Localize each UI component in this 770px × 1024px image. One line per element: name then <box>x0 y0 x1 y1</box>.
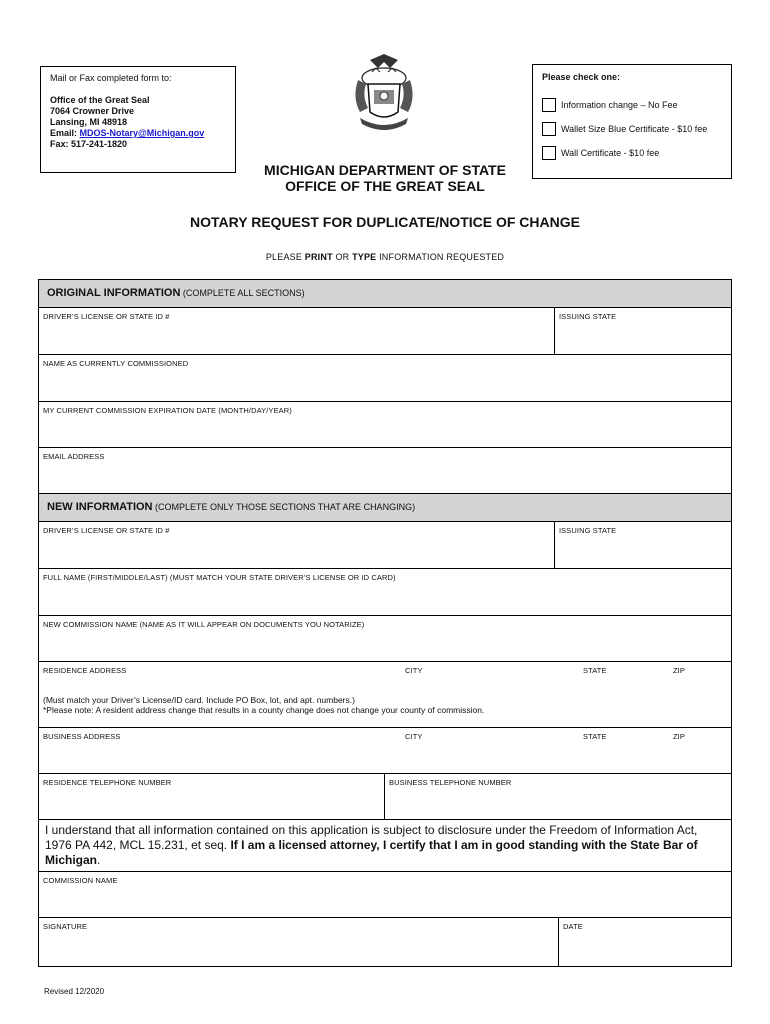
mail-intro: Mail or Fax completed form to: <box>50 73 172 83</box>
option-wallet-certificate[interactable] <box>542 122 722 136</box>
wall-certificate-checkbox[interactable] <box>542 146 556 160</box>
business-state-cell <box>579 728 659 773</box>
check-one-panel <box>532 64 732 179</box>
residence-zip-label: ZIP <box>673 666 685 675</box>
new-issuing-state-field[interactable] <box>554 522 731 568</box>
instructions-post: INFORMATION REQUESTED <box>376 252 505 262</box>
business-zip-cell <box>669 728 729 773</box>
commission-name-field[interactable] <box>39 872 731 918</box>
original-dl-field[interactable] <box>39 308 554 354</box>
residence-phone-field[interactable] <box>39 774 384 819</box>
new-full-name-field[interactable] <box>39 569 731 616</box>
signature-row <box>39 918 731 966</box>
department-heading <box>240 162 530 194</box>
residence-city-label: CITY <box>405 666 423 675</box>
residence-note-line1: (Must match your Driver’s License/ID card. Include PO Box, lot, and apt. numbers.) <box>43 695 355 705</box>
business-address-label: BUSINESS ADDRESS <box>43 732 121 741</box>
revised-date: Revised 12/2020 <box>44 987 105 996</box>
business-zip-label: ZIP <box>673 732 685 741</box>
option-label: Wallet Size Blue Certificate - $10 fee <box>561 124 708 134</box>
business-address-row[interactable] <box>39 728 731 774</box>
residence-address-row[interactable] <box>39 662 731 728</box>
signature-label: SIGNATURE <box>43 922 88 931</box>
phone-row <box>39 774 731 820</box>
new-heading: NEW INFORMATION <box>47 501 153 513</box>
original-issuing-state-label: ISSUING STATE <box>559 312 617 321</box>
original-name-field[interactable] <box>39 355 731 402</box>
new-dl-row <box>39 522 731 569</box>
option-wall-certificate[interactable] <box>542 146 722 160</box>
date-label: DATE <box>563 922 583 931</box>
new-commission-name-field[interactable] <box>39 616 731 662</box>
original-email-field[interactable] <box>39 448 731 494</box>
wallet-certificate-checkbox[interactable] <box>542 122 556 136</box>
office-name: Office of the Great Seal <box>50 95 150 105</box>
department-line1: MICHIGAN DEPARTMENT OF STATE <box>264 162 506 178</box>
business-city-label: CITY <box>405 732 423 741</box>
residence-phone-label: RESIDENCE TELEPHONE NUMBER <box>43 778 172 787</box>
instructions <box>0 252 770 262</box>
residence-state-label: STATE <box>583 666 607 675</box>
new-commission-name-label: NEW COMMISSION NAME (NAME AS IT WILL APPEAR ON DOCUMENTS YOU NOTARIZE) <box>43 620 365 629</box>
original-dl-row <box>39 308 731 355</box>
office-fax: Fax: 517-241-1820 <box>50 139 128 149</box>
original-expiration-field[interactable] <box>39 402 731 448</box>
office-street: 7064 Crowner Drive <box>50 106 135 116</box>
business-city-cell <box>401 728 571 773</box>
foia-end: . <box>97 853 101 867</box>
original-email-label: EMAIL ADDRESS <box>43 452 105 461</box>
foia-statement <box>39 820 731 872</box>
original-subheading: (COMPLETE ALL SECTIONS) <box>180 288 305 298</box>
foia-text: I understand that all information contained on this application is subject to disclosure under the Freedom of Information Act, 1976 PA 442, MCL 15.231, et seq. <box>45 823 698 852</box>
original-section-header <box>39 280 731 308</box>
email-link[interactable]: MDOS-Notary@Michigan.gov <box>79 128 205 138</box>
new-dl-label: DRIVER’S LICENSE OR STATE ID # <box>43 526 170 535</box>
foia-certify: If I am a licensed attorney, I certify that I am in good standing with the State Bar of Michigan <box>45 838 698 867</box>
business-phone-field[interactable] <box>384 774 731 819</box>
instructions-print: PRINT <box>304 252 333 262</box>
original-expiration-label: MY CURRENT COMMISSION EXPIRATION DATE (MONTH/DAY/YEAR) <box>43 406 292 415</box>
commission-name-label: COMMISSION NAME <box>43 876 118 885</box>
option-information-change[interactable] <box>542 98 722 112</box>
instructions-mid: OR <box>332 252 353 262</box>
instructions-type: TYPE <box>352 252 377 262</box>
office-email-line <box>50 128 226 139</box>
email-label: Email: <box>50 128 80 138</box>
residence-state-cell <box>579 662 659 727</box>
business-state-label: STATE <box>583 732 607 741</box>
new-full-name-label: FULL NAME (FIRST/MIDDLE/LAST) (MUST MATCH YOUR STATE DRIVER’S LICENSE OR ID CARD) <box>43 573 396 582</box>
new-section-header <box>39 494 731 522</box>
great-seal-icon <box>346 50 422 136</box>
original-heading: ORIGINAL INFORMATION <box>47 287 181 299</box>
original-name-label: NAME AS CURRENTLY COMMISSIONED <box>43 359 189 368</box>
date-field[interactable] <box>558 918 731 966</box>
new-dl-field[interactable] <box>39 522 554 568</box>
residence-note-line2: *Please note: A resident address change that results in a county change does not change your county of commission. <box>43 705 485 715</box>
form-title: NOTARY REQUEST FOR DUPLICATE/NOTICE OF CHANGE <box>190 214 580 230</box>
signature-field[interactable] <box>39 918 558 966</box>
option-label: Wall Certificate - $10 fee <box>561 148 660 158</box>
option-label: Information change – No Fee <box>561 100 678 110</box>
residence-note <box>43 695 484 715</box>
residence-address-label: RESIDENCE ADDRESS <box>43 666 127 675</box>
mail-to-box <box>40 66 236 173</box>
instructions-pre: PLEASE <box>265 252 305 262</box>
original-issuing-state-field[interactable] <box>554 308 731 354</box>
original-dl-label: DRIVER’S LICENSE OR STATE ID # <box>43 312 170 321</box>
business-phone-label: BUSINESS TELEPHONE NUMBER <box>389 778 512 787</box>
office-city: Lansing, MI 48918 <box>50 117 128 127</box>
check-one-title: Please check one: <box>542 72 621 82</box>
business-address-cell <box>39 728 399 773</box>
residence-zip-cell <box>669 662 729 727</box>
new-issuing-state-label: ISSUING STATE <box>559 526 617 535</box>
information-change-checkbox[interactable] <box>542 98 556 112</box>
department-line2: OFFICE OF THE GREAT SEAL <box>285 178 485 194</box>
notary-form <box>38 279 732 967</box>
new-subheading: (COMPLETE ONLY THOSE SECTIONS THAT ARE CHANGING) <box>152 502 416 512</box>
